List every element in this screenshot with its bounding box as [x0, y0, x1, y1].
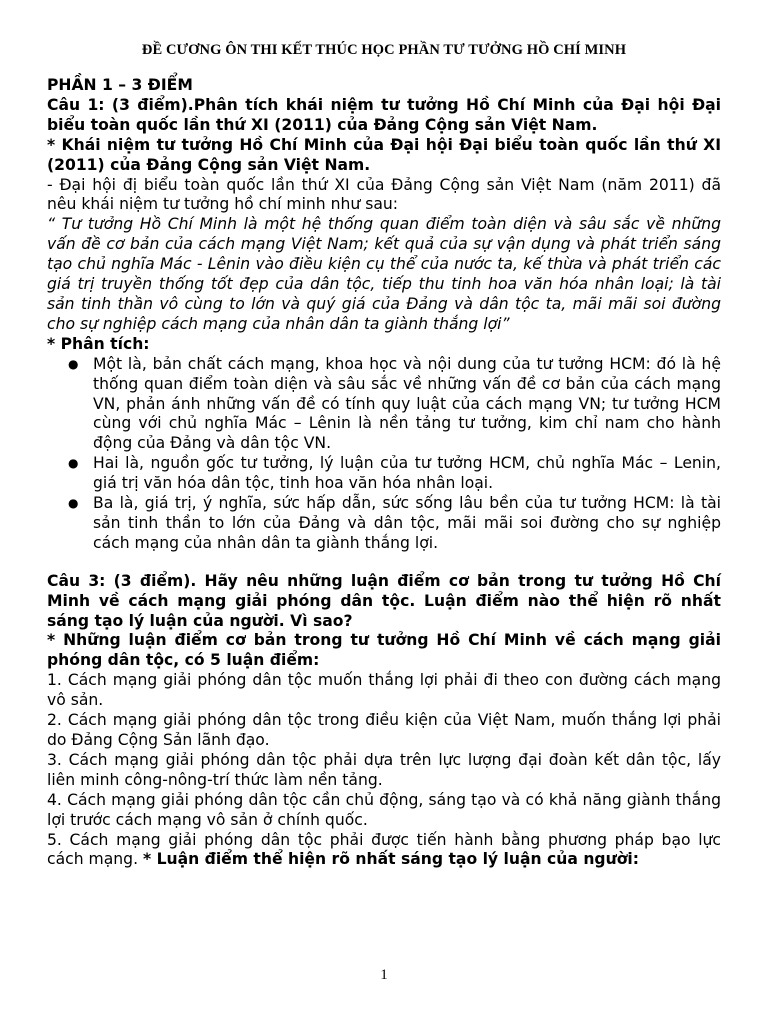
point-1: 1. Cách mạng giải phóng dân tộc muốn thắng lợi phải đi theo con đường cách mạng vô sản. [47, 671, 721, 710]
analysis-list [47, 355, 721, 554]
analysis-heading: * Phân tích: [47, 334, 150, 353]
point-5-bold-tail: * Luận điểm thể hiện rõ nhất sáng tạo lý luận của người: [142, 850, 639, 869]
list-item-text: Hai là, nguồn gốc tư tưởng, lý luận của tư tưởng HCM, chủ nghĩa Mác – Lenin, giá trị văn hóa dân tộc, tinh hoa văn hóa nhân loại. [93, 454, 721, 493]
definition-quote: “ Tư tưởng Hồ Chí Minh là một hệ thống quan điểm toàn diện và sâu sắc về những vấn đề cơ bản của cách mạng Việt Nam; kết quả của sự vận dụng và phát triển sáng tạo chủ nghĩa Mác - Lênin vào điều kiện cụ thể của nước ta, kế thừa và phát triển các giá trị truyền thống tốt đẹp của dân tộc, tiếp thu tinh hoa văn hóa nhân loại; là tài sản tinh thần vô cùng to lớn và quý giá của Đảng và dân tộc ta, mãi mãi soi đường cho sự nghiệp cách mạng của nhân dân ta giành thắng lợi” [47, 215, 721, 333]
section-spacer [47, 554, 721, 572]
bullet-icon: ● [68, 356, 79, 371]
bullet-icon: ● [68, 496, 79, 511]
question-1: Câu 1: (3 điểm).Phân tích khái niệm tư tưởng Hồ Chí Minh của Đại hội Đại biểu toàn quốc lần thứ XI (2011) của Đảng Cộng sản Việt Nam. [47, 95, 721, 134]
part-heading: PHẦN 1 – 3 ĐIỂM [47, 76, 193, 94]
question-3: Câu 3: (3 điểm). Hãy nêu những luận điểm cơ bản trong tư tưởng Hồ Chí Minh về cách mạng giải phóng dân tộc. Luận điểm nào thể hiện rõ nhất sáng tạo lý luận của người. Vì sao? [47, 571, 721, 630]
list-item-text: Một là, bản chất cách mạng, khoa học và nội dung của tư tưởng HCM: đó là hệ thống quan điểm toàn diện và sâu sắc về những vấn đề cơ bản của cách mạng VN, phản ánh những vấn đề có tính quy luật của cách mạng VN; tư tưởng HCM cùng với chủ nghĩa Mác – Lênin là nền tảng tư tưởng, kim chỉ nam cho hành động của Đảng và dân tộc VN. [93, 354, 721, 453]
point-3: 3. Cách mạng giải phóng dân tộc phải dựa trên lực lượng đại đoàn kết dân tộc, lấy liên minh công-nông-trí thức làm nền tảng. [47, 750, 721, 789]
list-item [68, 354, 721, 455]
question-3-subheading: * Những luận điểm cơ bản trong tư tưởng Hồ Chí Minh về cách mạng giải phóng dân tộc, có 5 luận điểm: [47, 631, 721, 670]
list-item-text: Ba là, giá trị, ý nghĩa, sức hấp dẫn, sức sống lâu bền của tư tưởng HCM: là tài sản tinh thần to lớn của Đảng và dân tộc, mãi mãi soi đường cho sự nghiệp cách mạng của nhân dân ta giành thắng lợi. [93, 494, 721, 552]
point-5-text: 5. Cách mạng giải phóng dân tộc phải được tiến hành bằng phương pháp bạo lực cách mạng. [47, 830, 721, 869]
point-5 [47, 831, 721, 871]
bullet-icon: ● [68, 456, 79, 471]
point-4: 4. Cách mạng giải phóng dân tộc cần chủ động, sáng tạo và có khả năng giành thắng lợi trước cách mạng vô sản ở chính quốc. [47, 790, 721, 829]
document-page [47, 40, 721, 870]
question-1-intro: - Đại hội đị biểu toàn quốc lần thứ XI của Đảng Cộng sản Việt Nam (năm 2011) đã nêu khái niệm tư tưởng hồ chí minh như sau: [47, 175, 721, 214]
question-1-subheading: * Khái niệm tư tưởng Hồ Chí Minh của Đại hội Đại biểu toàn quốc lần thứ XI (2011) của Đảng Cộng sản Việt Nam. [47, 135, 721, 174]
page-number: 1 [380, 967, 388, 983]
list-item [68, 494, 721, 554]
point-2: 2. Cách mạng giải phóng dân tộc trong điều kiện của Việt Nam, muốn thắng lợi phải do Đảng Cộng Sản lãnh đạo. [47, 711, 721, 749]
list-item [68, 454, 721, 494]
document-title: ĐỀ CƯƠNG ÔN THI KẾT THÚC HỌC PHẦN TƯ TƯỞNG HỒ CHÍ MINH [141, 42, 627, 58]
